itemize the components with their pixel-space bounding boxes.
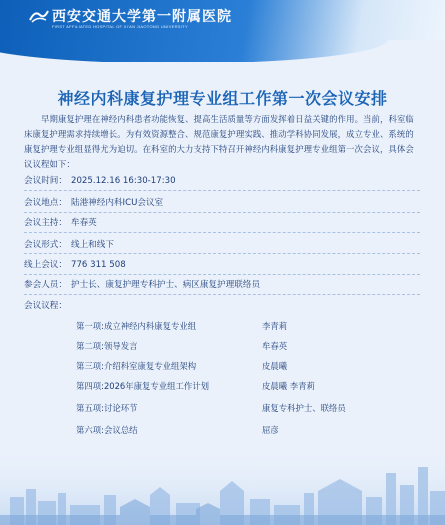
field-value: 护士长、康复护理专科护士、病区康复护理联络员 — [70, 280, 261, 290]
field-value: 陆港神经内科ICU会议室 — [70, 198, 164, 208]
agenda-item-title: 第二项:领导发言 — [76, 341, 138, 351]
header-wave — [0, 40, 445, 62]
agenda-item-person: 皮晨曦 — [262, 361, 288, 371]
agenda-item-person: 皮晨曦 李青莉 — [262, 381, 315, 391]
hospital-logo-icon — [28, 8, 50, 24]
divider — [24, 212, 420, 213]
agenda-item-title: 第六项:会议总结 — [76, 425, 138, 435]
agenda-item-person: 李青莉 — [262, 321, 288, 331]
field-key: 会议时间： — [24, 176, 67, 186]
intro-paragraph: 早期康复护理在神经内科患者功能恢复、提高生活质量等方面发挥着日益关键的作用。当前，科室临床康复护理需求持续增长。为有效资源整合、规范康复护理实践、推动学科协同发展，成立专业、系统的康复护理专业组显得尤为迫切。在科室的大力支持下特召开神经内科康复护理专业组第一次会议，具体会议议程如下： — [24, 114, 414, 169]
agenda-item-title: 第四项:2026年康复专业组工作计划 — [76, 381, 210, 391]
field-agenda-label — [24, 299, 71, 313]
agenda-item-person: 康复专科护士、联络员 — [262, 403, 346, 413]
field-key: 会议形式： — [24, 240, 67, 250]
agenda-item — [76, 340, 416, 353]
field-value: 2025.12.16 16:30-17:30 — [70, 176, 176, 186]
field-key: 会议主持： — [24, 218, 67, 228]
agenda-item-title: 第三项:介绍科室康复专业组架构 — [76, 361, 197, 371]
field-key: 会议地点： — [24, 198, 67, 208]
field-meeting-host — [24, 216, 97, 230]
hospital-name: 西安交通大学第一附属医院 — [52, 9, 232, 25]
divider — [24, 274, 420, 275]
hospital-name-english: FIRST AFFILIATED HOSPITAL OF XI'AN JIAOTONG UNIVERSITY — [52, 24, 188, 29]
field-value: 牟春英 — [70, 218, 97, 228]
field-online-meeting — [24, 258, 126, 272]
field-meeting-location — [24, 196, 163, 210]
city-skyline-illustration — [0, 445, 445, 525]
divider — [24, 294, 420, 295]
agenda-item — [76, 402, 416, 415]
agenda-item — [76, 320, 416, 333]
agenda-item — [76, 360, 416, 373]
header-banner — [0, 0, 445, 62]
field-attendees — [24, 278, 260, 292]
divider — [24, 253, 420, 254]
page-title: 神经内科康复护理专业组工作第一次会议安排 — [57, 89, 388, 108]
field-meeting-time — [24, 174, 176, 188]
field-key: 会议议程： — [24, 301, 67, 311]
field-value: 776 311 508 — [70, 260, 126, 270]
agenda-item-person: 牟春英 — [262, 341, 288, 351]
agenda-item — [76, 380, 416, 393]
agenda-item-person: 屈彦 — [262, 425, 279, 435]
agenda-item — [76, 424, 416, 437]
field-meeting-format — [24, 238, 114, 252]
field-key: 线上会议： — [24, 260, 67, 270]
field-key: 参会人员： — [24, 280, 67, 290]
agenda-item-title: 第五项:讨论环节 — [76, 403, 138, 413]
field-value: 线上和线下 — [70, 240, 114, 250]
divider — [24, 190, 420, 191]
divider — [24, 232, 420, 233]
agenda-item-title: 第一项:成立神经内科康复专业组 — [76, 321, 197, 331]
